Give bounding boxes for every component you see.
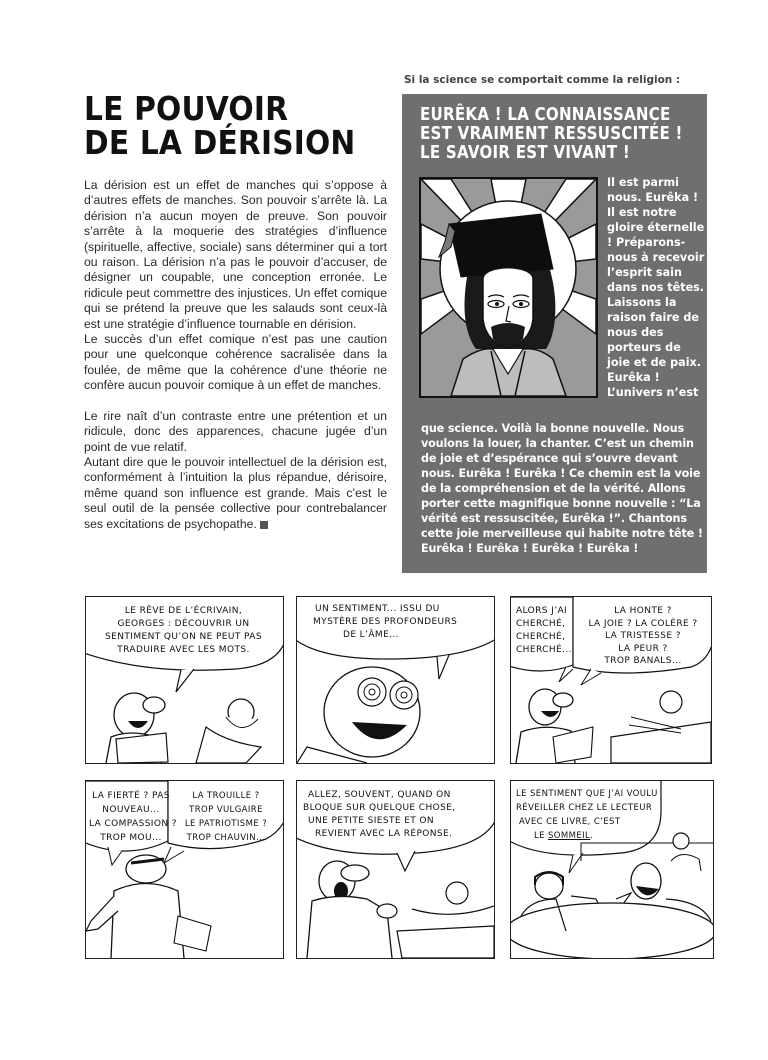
bubble-line-final [516,829,676,843]
comic-panel-4 [85,780,284,959]
bubble-line: LA JOIE ? LA COLÈRE ? [588,618,698,629]
speech-bubble-right [577,605,709,668]
bubble-line: TROP MOU... [100,833,162,843]
sidebar-box [402,94,707,573]
comic-panel-3 [510,596,712,764]
bubble-line: LA TROUILLE ? [192,791,260,801]
sidebar-headline-line: EST VRAIMENT RESSUSCITÉE ! [420,124,683,144]
comic-panel-6 [510,780,714,959]
bubble-line: AVEC CE LIVRE, C’EST [519,817,621,827]
bubble-text: . [590,831,594,841]
sidebar-text-wide-body: que science. Voilà la bonne nouvelle. Nous voulons la louer, la chanter. C’est un chemin de joie et d’espérance qui s’ouvre devant nous. Eurêka ! Eurêka ! Ce chemin est la voie de la compréhension et de la vérité. Allons porter cette magnifique bonne nouvelle : “La vérité est ressuscitée, Eurêka !”. Chantons cette joie merveilleuse qui habite notre tête ! Eurêka ! Eurêka ! Eurêka ! Eurêka ! [421,422,703,555]
bubble-line: LE SENTIMENT QUE J’AI VOULU [516,789,658,799]
sidebar-headline-line: EURÊKA ! LA CONNAISSANCE [420,105,671,125]
sidebar-headline [420,106,683,163]
bubble-line: SENTIMENT QU’ON NE PEUT PAS [105,632,262,642]
bubble-line: TROP VULGAIRE [189,805,263,815]
bubble-emphasis: SOMMEIL [548,831,591,841]
bubble-line: REVIENT AVEC LA RÉPONSE. [315,829,453,839]
article-paragraph: La dérision est un effet de manches qui s’oppose à d’autres effets de manches. Son pouvoir s’arrête là. La dérision n’a aucun moyen de preuve. Son pouvoir s’arrête à la moquerie des stratégies d’influence (spirituelle, affective, sociale) sans déterminer qui a tort ou raison. La dérision n’a pas le pouvoir d’accuser, de désigner un coupable, une conception erronée. Le ridicule peut commettre des injustices. Un effet comique qui se prétend la preuve que les salauds sont ceux-là est une stratégie d’influence tournable en dérision. [84,178,387,331]
bubble-line: LA FIERTÉ ? PAS [92,791,170,801]
bubble-line: UN SENTIMENT... ISSU DU [315,604,440,614]
sidebar-kicker: Si la science se comportait comme la religion : [404,74,681,86]
article-title [84,89,356,162]
bubble-line: UNE PETITE SIESTE ET ON [308,816,435,826]
article-paragraph-last [84,455,387,532]
article-title-line-2: DE LA DÉRISION [84,123,356,162]
article-body [84,178,387,532]
bubble-line: ALLEZ, SOUVENT, QUAND ON [308,790,451,800]
bubble-line: RÉVEILLER CHEZ LE LECTEUR [516,803,653,813]
speech-bubble [305,603,485,642]
bubble-line: MYSTÈRE DES PROFONDEURS [313,617,458,627]
bubble-line: CHERCHÉ... [516,645,572,655]
bubble-text: LE [534,831,549,841]
bubble-line: LA PEUR ? [618,643,668,654]
sidebar-headline-line: LE SAVOIR EST VIVANT ! [420,143,630,163]
jesus-graduate-icon [421,179,596,396]
sidebar-text-narrow-body: Il est parmi nous. Eurêka ! Il est notre gloire éternelle ! Préparons-nous à recevoir l’esprit sain dans nos têtes. Laissons la raison faire de nous des porteurs de joie et de paix. Eurêka ! L’univers n’est [607,176,705,399]
speech-bubble-right [172,789,280,845]
speech-bubble-left [516,605,578,657]
bubble-line: CHERCHÉ, [516,619,566,629]
sidebar-text-narrow [607,175,705,400]
speech-bubble-left [89,789,177,845]
bubble-line: NOUVEAU... [102,805,160,815]
bubble-line: LE RÊVE DE L’ÉCRIVAIN, [124,606,243,616]
article-paragraph: Le rire naît d’un contraste entre une prétention et un ridicule, donc des apparences, chacune jugée d’un point de vue relatif. [84,408,387,454]
bubble-line: ALORS J’AI [516,606,568,616]
article-title-line-1: LE POUVOIR [84,89,289,128]
bubble-line: DE L’ÂME... [343,630,399,640]
bubble-line: LA COMPASSION ? [89,819,177,829]
bubble-line: LE PATRIOTISME ? [184,819,268,829]
speech-bubble [516,787,676,843]
bubble-line: LA TRISTESSE ? [605,631,681,641]
bubble-line: GEORGES : DÉCOUVRIR UN [117,619,250,629]
stained-glass-jesus-illustration [419,177,598,398]
bubble-line: BLOQUE SUR QUELQUE CHOSE, [303,803,456,813]
speech-bubble [91,605,276,657]
sidebar-text-wide [421,421,706,556]
speech-bubble [303,789,488,841]
article-paragraph-text: Autant dire que le pouvoir intellectuel de la dérision est, conformément à l’intuition la plus répandue, dérisoire, même quand son influence est grande. Mais c’est le seul outil de la pensée collective pour contrebalancer ses excitations de psychopathe. [84,454,387,531]
bubble-line: TROP BANALS... [604,656,682,666]
bubble-line: LA HONTE ? [614,606,672,616]
article-paragraph: Le succès d’un effet comique n’est pas une caution pour une quelconque cohérence sacralisée dans la foulée, de même que la cohérence d’une théorie ne confère aucun pouvoir comique à un effet de manches. [84,332,387,393]
comic-panel-2 [296,596,495,764]
bubble-line: TROP CHAUVIN... [186,833,266,843]
bubble-line: TRADUIRE AVEC LES MOTS. [117,645,250,655]
end-of-article-square-icon [260,521,268,529]
comic-panel-5 [296,780,495,959]
comic-panel-1 [85,596,284,764]
bubble-line: CHERCHÉ, [516,632,566,642]
